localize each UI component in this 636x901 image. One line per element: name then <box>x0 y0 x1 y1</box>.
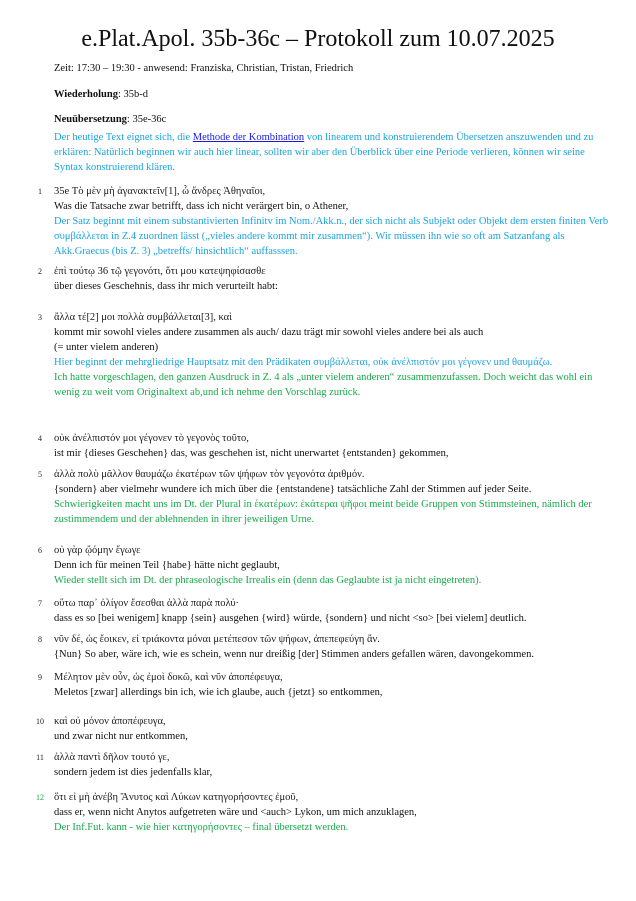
line-number: 2 <box>38 267 42 276</box>
line-body <box>54 670 612 700</box>
line-body <box>54 467 612 527</box>
line-segment-9 <box>32 670 612 700</box>
line-body <box>54 750 612 780</box>
line-segment-5 <box>32 467 612 527</box>
line-segment-12 <box>32 790 612 835</box>
line-body <box>54 714 612 744</box>
line-body <box>54 184 612 259</box>
review-range: : 35b-d <box>117 89 149 100</box>
grammar-comment: Hier beginnt der mehrgliedrige Hauptsatz mit den Prädikaten συμβάλλεται, οὐκ ἀνέλπιστόν μοι γέγονεν und θαυμάζω. <box>54 357 553 368</box>
line-body <box>54 264 612 294</box>
line-body <box>54 632 612 662</box>
grammar-comment: Der Satz beginnt mit einem substantivierten Infinitv im Nom./Akk.n., der sich nicht als Subjekt oder Objekt dem ersten finiten Verb συμβάλλεται in Z.4 zuordnen lässt („vieles andere kommt mir zusammen“). Wir müssen ihn wie so oft am Satzanfang als Akk.Graecus (bis Z. 3) „betreffs/ hinsichtlich“ auffasssen. <box>54 216 609 257</box>
german-translation: (= unter vielem anderen) <box>54 342 159 353</box>
intro-text-before: Der heutige Text eignet sich, die <box>54 132 193 143</box>
greek-text: οὕτω παρ᾽ ὀλίγον ἔσεσθαι ἀλλὰ παρὰ πολύ· <box>54 598 240 609</box>
line-number: 12 <box>36 793 44 802</box>
line-segment-3 <box>32 310 612 400</box>
line-segment-7 <box>32 596 612 626</box>
page-title: e.Plat.Apol. 35b-36c – Protokoll zum 10.07.2025 <box>81 26 555 52</box>
line-segment-10 <box>32 714 612 744</box>
discussion-note: Ich hatte vorgeschlagen, den ganzen Ausdruck in Z. 4 als „unter vielem anderen“ zusammenzufassen. Doch weicht das wohl ein wenig zu weit vom Originaltext ab,und ich nehme den Vorschlag zurück. <box>54 372 593 398</box>
german-translation: Was die Tatsache zwar betrifft, dass ich nicht verärgert bin, o Athener, <box>54 201 349 212</box>
intro-text-after: von linearem und konstruierendem Übersetzen anszuwenden und zu erklären: Natürlich beginnen wir auch hier linear, sollten wir aber den Überblick über eine Periode verlieren, können wir seine Syntax konstruierend klären. <box>54 132 594 173</box>
greek-text: ἐπὶ τούτῳ 36 τῷ γεγονότι, ὅτι μου κατεψηφίσασθε <box>54 266 266 277</box>
line-segment-11 <box>32 750 612 780</box>
greek-text: νῦν δέ, ὡς ἔοικεν, εἰ τριάκοντα μόναι μετέπεσον τῶν ψήφων, ἀπεπεφεύγη ἄν. <box>54 634 380 645</box>
greek-text: οὐ γὰρ ᾤόμην ἔγωγε <box>54 545 141 556</box>
line-number: 11 <box>36 753 44 762</box>
line-segment-2 <box>32 264 612 294</box>
german-translation: über dieses Geschehnis, dass ihr mich verurteilt habt: <box>54 281 278 292</box>
german-translation: {Nun} So aber, wäre ich, wie es schein, wenn nur dreißig [der] Stimmen anders gefallen wären, davongekommen. <box>54 649 534 660</box>
discussion-note: Schwierigkeiten macht uns im Dt. der Plural in ἑκατέρων: ἑκάτεραι ψῆφοι meint beide Gruppen von Stimmsteinen, nämlich der zustimmendem und der ablehnenden in ihrer jeweiligen Urne. <box>54 499 592 525</box>
line-number: 3 <box>38 313 42 322</box>
german-translation: ist mir {dieses Geschehen} das, was geschehen ist, nicht unerwartet {entstanden} gekommen, <box>54 448 449 459</box>
greek-text: ἀλλὰ παντὶ δῆλον τουτό γε, <box>54 752 170 763</box>
line-segment-4 <box>32 431 612 461</box>
german-translation: dass er, wenn nicht Anytos aufgetreten wäre und <auch> Lykon, um mich anzuklagen, <box>54 807 417 818</box>
line-body <box>54 310 612 400</box>
review-section <box>54 88 148 101</box>
line-number: 9 <box>38 673 42 682</box>
german-translation: Denn ich für meinen Teil {habe} hätte nicht geglaubt, <box>54 560 280 571</box>
line-segment-8 <box>32 632 612 662</box>
new-translation-range: : 35e-36c <box>126 114 167 125</box>
discussion-note: Der Inf.Fut. kann - wie hier κατηγορήσοντες – final übersetzt werden. <box>54 822 349 833</box>
german-translation: kommt mir sowohl vieles andere zusammen als auch/ dazu trägt mir sowohl vieles andere bei als auch <box>54 327 484 338</box>
line-body <box>54 543 612 588</box>
german-translation: Meletos [zwar] allerdings bin ich, wie ich glaube, auch {jetzt} so entkommen, <box>54 687 383 698</box>
greek-text: ὅτι εἰ μὴ ἀνέβη Ἄνυτος καὶ Λύκων κατηγορήσοντες ἐμοῦ, <box>54 792 299 803</box>
method-link[interactable]: Methode der Kombination <box>192 132 305 143</box>
new-translation-section <box>54 113 166 126</box>
line-number: 5 <box>38 470 42 479</box>
german-translation: dass es so [bei wenigem] knapp {sein} ausgehen {wird} würde, {sondern} und nicht <so> [bei vielem] deutlich. <box>54 613 527 624</box>
line-segment-6 <box>32 543 612 588</box>
german-translation: {sondern} aber vielmehr wundere ich mich über die {entstandene} tatsächliche Zahl der Stimmen auf jeder Seite. <box>54 484 532 495</box>
discussion-note: Wieder stellt sich im Dt. der phraseologische Irrealis ein (denn das Geglaubte ist ja nicht eingetreten). <box>54 575 482 586</box>
greek-text: ἄλλα τέ[2] μοι πολλὰ συμβάλλεται[3], καὶ <box>54 312 232 323</box>
german-translation: sondern jedem ist dies jedenfalls klar, <box>54 767 213 778</box>
line-body <box>54 431 612 461</box>
greek-text: οὐκ ἀνέλπιστόν μοι γέγονεν τὸ γεγονὸς τοῦτο, <box>54 433 249 444</box>
intro-paragraph <box>54 130 594 175</box>
greek-text: Μέλητον μὲν οὖν, ὡς ἐμοὶ δοκῶ, καὶ νῦν ἀποπέφευγα, <box>54 672 283 683</box>
greek-text: 35e Τὸ μὲν μὴ ἀγανακτεῖν[1], ὦ ἄνδρες Ἀθηναῖοι, <box>54 186 266 197</box>
greek-text: ἀλλὰ πολὺ μᾶλλον θαυμάζω ἑκατέρων τῶν ψήφων τὸν γεγονότα ἀριθμόν. <box>54 469 365 480</box>
line-number: 4 <box>38 434 42 443</box>
line-body <box>54 790 612 835</box>
review-label: Wiederholung <box>54 89 118 100</box>
line-number: 10 <box>36 717 44 726</box>
new-translation-label: Neuübersetzung <box>54 114 127 125</box>
session-info: Zeit: 17:30 – 19:30 - anwesend: Franziska, Christian, Tristan, Friedrich <box>54 63 354 74</box>
line-number: 6 <box>38 546 42 555</box>
line-body <box>54 596 612 626</box>
line-number: 8 <box>38 635 42 644</box>
line-number: 1 <box>38 187 42 196</box>
german-translation: und zwar nicht nur entkommen, <box>54 731 188 742</box>
line-number: 7 <box>38 599 42 608</box>
greek-text: καὶ οὐ μόνον ἀποπέφευγα, <box>54 716 166 727</box>
line-segment-1 <box>32 184 612 259</box>
